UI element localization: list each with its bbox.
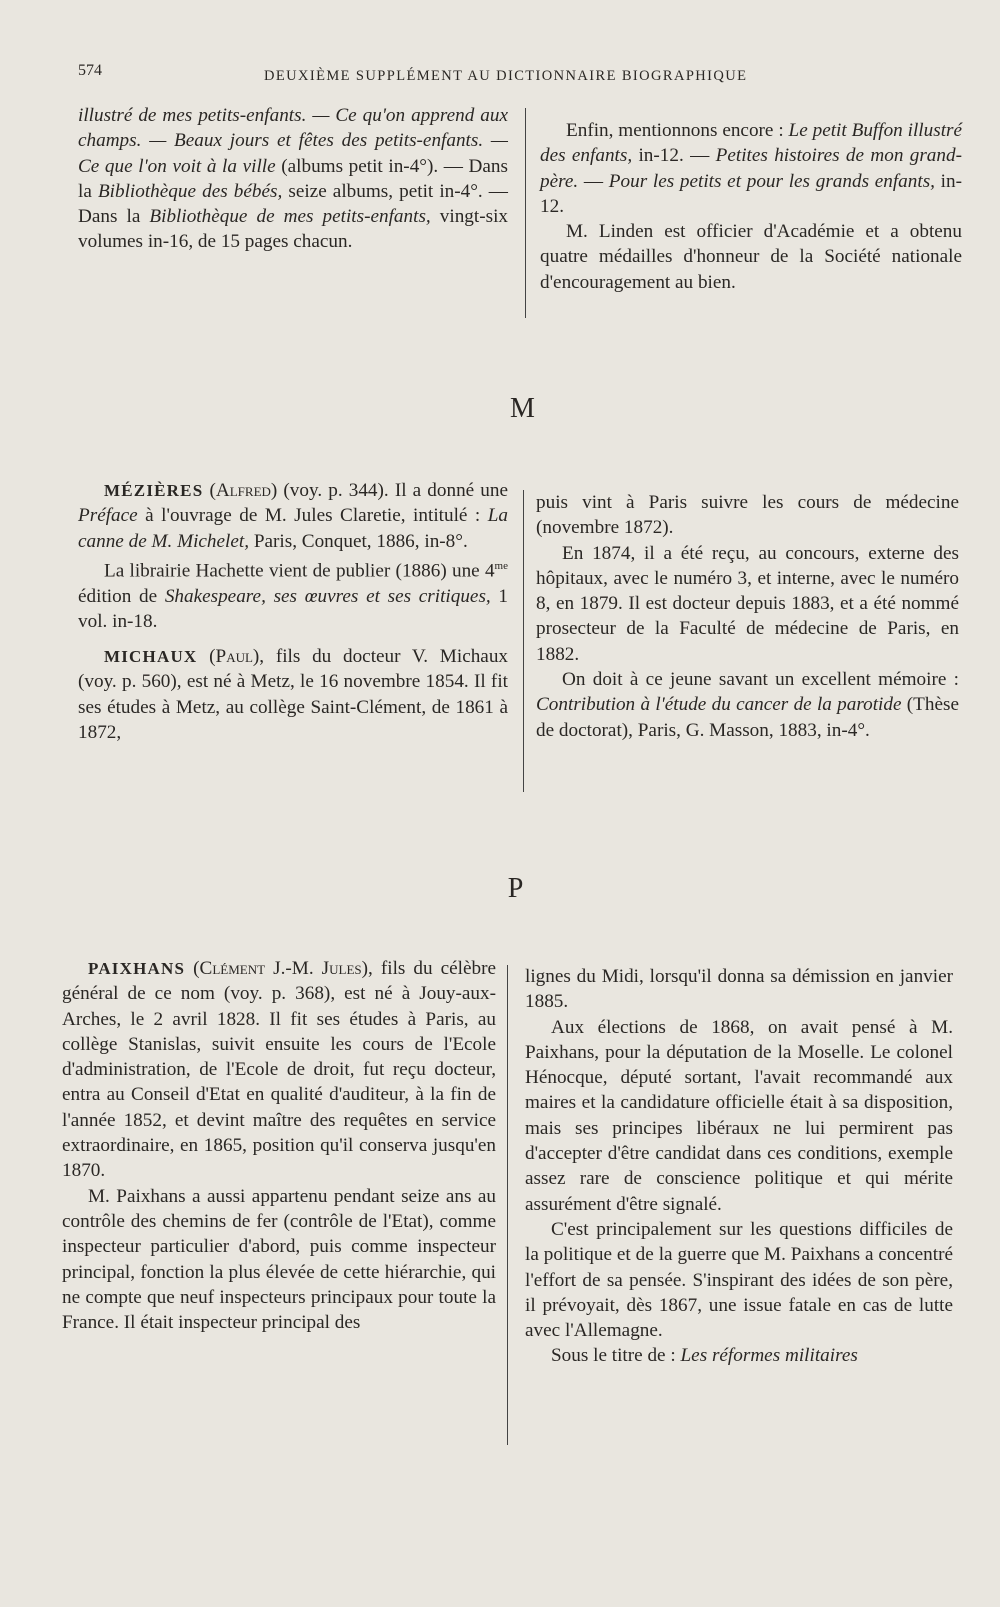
italic-text: Petites histoires de mon grand-père. — [540, 145, 962, 192]
text: édition de — [78, 585, 165, 607]
paragraph: puis vint à Paris suivre les cours de médecine (novembre 1872). — [536, 492, 959, 539]
text: à l'ouvrage de M. Jules Claretie, intitulé : — [137, 505, 488, 527]
paragraph: C'est principalement sur les questions difficiles de la politique et de la guerre que M. Paixhans a concentré l'effort de sa pensée. S'inspirant des idées de son père, il prévoyait, dès 1867, une issue fatale en cas de lutte avec l'Allemagne. — [525, 1218, 953, 1342]
entry-name: (Paul), — [209, 646, 265, 668]
entry-headword: PAIXHANS — [88, 959, 186, 978]
running-title: DEUXIÈME SUPPLÉMENT AU DICTIONNAIRE BIOGRAPHIQUE — [264, 68, 748, 84]
text: — — [578, 170, 609, 192]
text: vingt-six volumes in-16, de 15 pages chacun. — [78, 206, 508, 253]
text: (voy. p. 344). Il a donné une — [277, 480, 509, 501]
italic-text: Shakespeare, ses œuvres et ses critiques, — [164, 585, 491, 607]
section-letter-m: M — [510, 393, 536, 424]
section-letter-p: P — [507, 873, 525, 904]
text: On doit à ce jeune savant un excellent mémoire : — [562, 669, 959, 691]
entry-headword: MÉZIÈRES — [104, 481, 204, 500]
page-number: 574 — [78, 62, 102, 79]
italic-text: Contribution à l'étude du cancer de la parotide — [536, 694, 902, 716]
text: seize albums, petit in-4°. — Dans la — [78, 180, 508, 228]
section-m-right-column — [536, 490, 959, 743]
column-rule — [507, 965, 508, 1445]
paragraph — [78, 103, 508, 255]
entry-mezieres — [78, 478, 508, 554]
top-left-column — [78, 103, 508, 255]
italic-text: Préface — [78, 505, 138, 527]
italic-text: Les réformes militaires — [680, 1345, 858, 1367]
text: fils du célèbre général de ce nom (voy. p. 368), est né à Jouy-aux-Arches, le 2 avril 1828. Il fit ses études à Paris, au collège Stanislas, suivit ensuite les cours de l'Ecole d'administration, de l'Ecole de droit, fut reçu docteur, entra au Conseil d'Etat en qualité d'auditeur, à la fin de l'année 1852, et devint maître des requêtes en service extraordinaire, en 1865, position qu'il conserva jusqu'en 1870. — [62, 958, 496, 1182]
text: Enfin, mentionnons encore : — [566, 120, 789, 141]
text: (Thèse de doctorat), Paris, G. Masson, 1883, in-4°. — [536, 694, 959, 741]
top-right-column — [540, 118, 962, 295]
entry-paixhans — [62, 956, 496, 1184]
column-rule — [525, 108, 526, 318]
text: Paris, Conquet, 1886, in-8°. — [249, 530, 468, 552]
section-m-left-column — [78, 478, 508, 745]
entry-name: (Clément J.-M. Jules), — [193, 958, 373, 979]
section-p-right-column — [525, 964, 953, 1369]
entry-headword: MICHAUX — [104, 647, 198, 667]
italic-text: illustré de mes petits-enfants. — Ce qu'on apprend aux champs. — Beaux jours et fêtes des petits-enfants. — Ce que l'on voit à la ville — [78, 105, 508, 177]
italic-text: Bibliothèque des bébés, — [97, 180, 283, 202]
text: in-12. — — [632, 145, 716, 167]
paragraph — [78, 554, 508, 634]
text: fils du docteur V. Michaux (voy. p. 560), est né à Metz, le 16 novembre 1854. Il fit ses études à Metz, au collège Saint-Clément, de 1861 à 1872, — [78, 646, 509, 744]
column-rule — [523, 490, 524, 792]
paragraph: M. Paixhans a aussi appartenu pendant seize ans au contrôle des chemins de fer (contrôle de l'Etat), comme inspecteur particulier d'abord, puis comme inspecteur principal, fonction la plus élevée de cette hiérarchie, qui ne compte que neuf inspecteurs principaux pour toute la France. Il était inspecteur principal des — [62, 1185, 496, 1334]
paragraph — [540, 118, 962, 219]
entry-michaux — [78, 644, 508, 745]
paragraph: En 1874, il a été reçu, au concours, externe des hôpitaux, avec le numéro 3, et interne, avec le numéro 8, en 1879. Il est docteur depuis 1883, et a été nommé prosecteur de la Faculté de médecine de Paris, en 1882. — [536, 542, 959, 665]
text: Sous le titre de : — [551, 1345, 681, 1367]
italic-text: La canne de M. Michelet, — [78, 505, 508, 552]
section-p-left-column — [62, 956, 496, 1335]
italic-text: Le petit Buffon illustré des enfants, — [540, 120, 963, 167]
paragraph — [525, 1343, 953, 1368]
text: 1 vol. in-18. — [78, 585, 509, 632]
text: in-12. — [540, 170, 962, 217]
paragraph: lignes du Midi, lorsqu'il donna sa démission en janvier 1885. — [525, 966, 953, 1013]
text: La librairie Hachette vient de publier (1886) une 4 — [104, 560, 495, 582]
text: (albums petit in-4°). — Dans la — [78, 155, 508, 202]
superscript: me — [494, 559, 508, 572]
italic-text: Bibliothèque de mes petits-enfants, — [149, 206, 431, 228]
entry-name: (Alfred) — [209, 480, 278, 501]
italic-text: Pour les petits et pour les grands enfants, — [608, 170, 935, 192]
paragraph — [536, 667, 959, 743]
paragraph: M. Linden est officier d'Académie et a obtenu quatre médailles d'honneur de la Société nationale d'encouragement au bien. — [540, 221, 962, 293]
paragraph: Aux élections de 1868, on avait pensé à M. Paixhans, pour la députation de la Moselle. Le colonel Hénocque, député sortant, l'avait recommandé aux maires et la candidature officielle était à sa disposition, mais ses principes libéraux ne lui permirent pas d'accepter d'être candidat dans ces conditions, exemple assez rare de conscience politique et qui mérite assurément d'être signalé. — [525, 1016, 953, 1215]
